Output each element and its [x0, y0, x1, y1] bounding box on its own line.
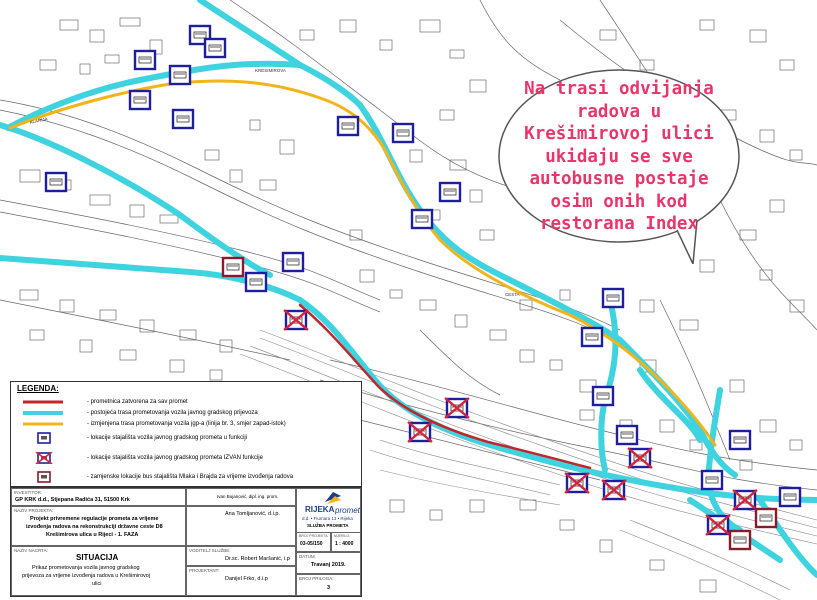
- building: [455, 315, 467, 327]
- bus-stop-icon: [582, 328, 602, 346]
- project-line: Krešimirova ulica u Rijeci - 1. FAZA: [46, 532, 139, 538]
- building: [60, 300, 74, 312]
- company-name: RIJEKA: [305, 505, 335, 514]
- drawing-box: [11, 546, 186, 596]
- designer-caption: PROJEKTANT:: [189, 568, 220, 573]
- building: [130, 205, 144, 217]
- drawing-line: prijevoza za vrijeme izvođenja radova u Krešimirovoj: [22, 573, 151, 579]
- building: [360, 270, 374, 282]
- building: [650, 560, 664, 570]
- head: Dr.sc. Robert Maršanić, i.p: [225, 556, 290, 562]
- cancelled-stop-icon: [602, 480, 626, 500]
- title-block: [10, 487, 362, 597]
- drawing-title: SITUACIJA: [76, 553, 119, 562]
- person1-box: [186, 488, 296, 506]
- building: [450, 50, 464, 58]
- building: [700, 20, 714, 30]
- company-logo-box: [296, 488, 361, 532]
- investor-box: [11, 488, 186, 506]
- building: [120, 350, 136, 360]
- building: [350, 230, 362, 240]
- building: [390, 500, 404, 512]
- building: [30, 330, 44, 340]
- building: [420, 300, 436, 310]
- cancelled-stop-icon: [706, 515, 730, 535]
- legend-item-cancelled-stop: [19, 452, 355, 464]
- replacement-stop-icon: [730, 531, 750, 549]
- cancelled-stop-icon: [445, 398, 469, 418]
- building: [440, 110, 454, 120]
- building: [470, 190, 482, 202]
- building: [700, 580, 716, 592]
- notice-text: [507, 78, 731, 236]
- building: [280, 140, 294, 154]
- drawing-line: Prikaz prometovanja vozila javnog gradskog: [32, 565, 140, 571]
- building: [520, 500, 536, 510]
- building: [770, 200, 784, 212]
- building: [790, 150, 802, 160]
- building: [380, 40, 392, 50]
- person1: Ivan Bujanović, dipl. ing. prom.: [217, 494, 279, 499]
- bus-stop-icon: [205, 39, 225, 57]
- bus-stop-icon: [173, 110, 193, 128]
- project-no-box: [296, 532, 331, 552]
- bus-stop-icon: [130, 91, 150, 109]
- building: [640, 300, 654, 312]
- replacement-stop-icon: [756, 509, 776, 527]
- yellow-line-icon: [19, 418, 65, 430]
- drawing-caption: NAZIV NACRTA:: [14, 548, 48, 553]
- date-box: [296, 552, 361, 574]
- street-label: KRESIMIROVA: [255, 68, 286, 73]
- building: [760, 420, 776, 432]
- notice-line: autobusne postaje: [529, 169, 709, 189]
- cancelled-stop-icon: [284, 310, 308, 330]
- building: [410, 150, 422, 162]
- notice-line: Na trasi odvijanja: [524, 79, 714, 99]
- building: [80, 340, 92, 352]
- building: [560, 520, 574, 530]
- legend-item-label: - postojeća trasa prometovanja vozila javnog gradskog prijevoza: [87, 410, 258, 416]
- building: [300, 30, 314, 40]
- building: [490, 330, 506, 340]
- building: [120, 18, 140, 26]
- project-no: 03-05/150: [300, 541, 323, 547]
- building: [600, 30, 616, 40]
- building: [210, 370, 222, 380]
- date: Travanj 2019.: [311, 562, 346, 568]
- designer-box: [186, 566, 296, 596]
- designer: Danijel Frko, d.i.p: [225, 576, 268, 582]
- replacement-stop-icon: [19, 471, 65, 483]
- building: [470, 500, 484, 512]
- legend-item-label: - zamjenske lokacije bus stajališta Mlaka i Brajda za vrijeme izvođenja radova: [87, 474, 294, 480]
- project-line: Projekt privremene regulacije prometa za vrijeme: [30, 516, 159, 522]
- bus-stop-icon: [246, 273, 266, 291]
- notice-line: osim onih kod: [550, 191, 688, 212]
- building: [100, 310, 116, 320]
- notice-line: ukidaju se sve: [545, 146, 693, 167]
- person2: Ana Tomljanović, d.i.p.: [225, 511, 280, 517]
- building: [20, 170, 40, 182]
- project-line: izvođenja radova na rekonstrukciji državne ceste D8: [26, 524, 163, 530]
- legend-item-changed: [19, 418, 355, 430]
- building: [80, 64, 90, 74]
- building: [250, 120, 260, 130]
- building: [760, 130, 774, 142]
- building: [470, 80, 486, 92]
- building: [790, 300, 804, 312]
- building: [160, 215, 178, 223]
- bus-stop-icon: [283, 253, 303, 271]
- building: [420, 20, 440, 32]
- bus-stop-icon: [780, 488, 800, 506]
- building: [40, 60, 56, 70]
- building: [550, 360, 562, 370]
- legend-item-label: - izmjenjena trasa prometovanja vozila jgp-a (linija br. 3, smjer zapad-istok): [87, 421, 286, 427]
- notice-line: restorana Index: [539, 214, 699, 234]
- building: [740, 230, 756, 240]
- company-logo-icon: [323, 490, 343, 506]
- head-box: [186, 546, 296, 566]
- bus-stop-icon: [338, 117, 358, 135]
- company-word: promet: [335, 506, 360, 515]
- building: [520, 300, 532, 310]
- building: [140, 320, 154, 332]
- building: [260, 180, 276, 190]
- project-no-caption: BROJ PROJEKTA:: [299, 534, 329, 538]
- bus-stop-icon: [46, 173, 66, 191]
- bus-stop-icon: [603, 289, 623, 307]
- head-caption: VODITELJ SLUŽBE:: [189, 548, 231, 553]
- bus-stop-icon: [702, 471, 722, 489]
- cancelled-stop-icon: [733, 490, 757, 510]
- legend-item-label: - lokacije stajališta vozila javnog gradskog prometa IZVAN funkcije: [87, 455, 263, 461]
- project-box: [11, 506, 186, 546]
- street-label: CESTA: [505, 292, 520, 297]
- cancelled-stop-icon: [408, 422, 432, 442]
- scale: 1 : 4000: [335, 541, 354, 547]
- bus-stop-icon: [19, 432, 65, 444]
- drawing-line: ulici: [92, 581, 102, 587]
- notice-line: radova u: [576, 101, 662, 122]
- building: [90, 195, 110, 205]
- notice-line: Krešimirovoj ulici: [524, 124, 714, 144]
- building: [750, 30, 766, 42]
- building: [20, 290, 38, 300]
- street-label: ALARIJA: [29, 116, 49, 125]
- sheet-box: [296, 574, 361, 596]
- building: [780, 60, 794, 70]
- bus-stop-icon: [593, 387, 613, 405]
- building: [600, 540, 612, 552]
- date-caption: DATUM:: [299, 554, 316, 559]
- project-caption: NAZIV PROJEKTA:: [14, 508, 54, 513]
- bus-stop-icon: [135, 51, 155, 69]
- cancelled-stop-icon: [19, 452, 65, 464]
- department: SLUŽBA PROMETA: [307, 523, 349, 528]
- building: [205, 150, 219, 160]
- bus-stop-icon: [617, 426, 637, 444]
- building: [230, 170, 242, 182]
- bus-stop-icon: [730, 431, 750, 449]
- bus-stop-icon: [440, 183, 460, 201]
- investor: GP KRK d.d., Stjepana Radića 31, 51500 Krk: [15, 497, 130, 503]
- building: [520, 350, 534, 362]
- legend-item-replacement-stop: [19, 471, 355, 483]
- investor-caption: INVESTITOR:: [14, 490, 43, 495]
- building: [660, 420, 674, 432]
- building: [105, 55, 119, 63]
- legend-item-label: - prometnica zatvorena za sav promet: [87, 399, 188, 405]
- bus-stop-icon: [412, 210, 432, 228]
- building: [730, 380, 744, 392]
- legend: [10, 381, 362, 487]
- building: [430, 510, 442, 520]
- legend-item-active-stop: [19, 432, 355, 444]
- building: [390, 290, 402, 298]
- building: [680, 320, 698, 330]
- cancelled-stop-icon: [565, 473, 589, 493]
- scale-box: [331, 532, 361, 552]
- bus-stop-icon: [170, 66, 190, 84]
- building: [90, 30, 104, 42]
- bus-stop-icon: [393, 124, 413, 142]
- building: [340, 20, 356, 32]
- building: [580, 410, 594, 420]
- building: [790, 440, 802, 450]
- building: [560, 290, 570, 300]
- legend-title: LEGENDA:: [17, 384, 59, 393]
- building: [60, 20, 78, 30]
- building: [480, 230, 494, 240]
- scale-caption: MJERILO:: [334, 534, 351, 538]
- sheet: 3: [327, 585, 331, 591]
- person2-box: [186, 506, 296, 546]
- building: [170, 360, 184, 372]
- replacement-stop-icon: [223, 258, 243, 276]
- company-sub: d.d. • Fiumara 13 • Rijeka: [302, 516, 353, 521]
- legend-item-label: - lokacije stajališta vozila javnog gradskog prometa u funkciji: [87, 435, 248, 441]
- cancelled-stop-icon: [628, 448, 652, 468]
- sheet-caption: BROJ PRILOGA:: [299, 576, 334, 581]
